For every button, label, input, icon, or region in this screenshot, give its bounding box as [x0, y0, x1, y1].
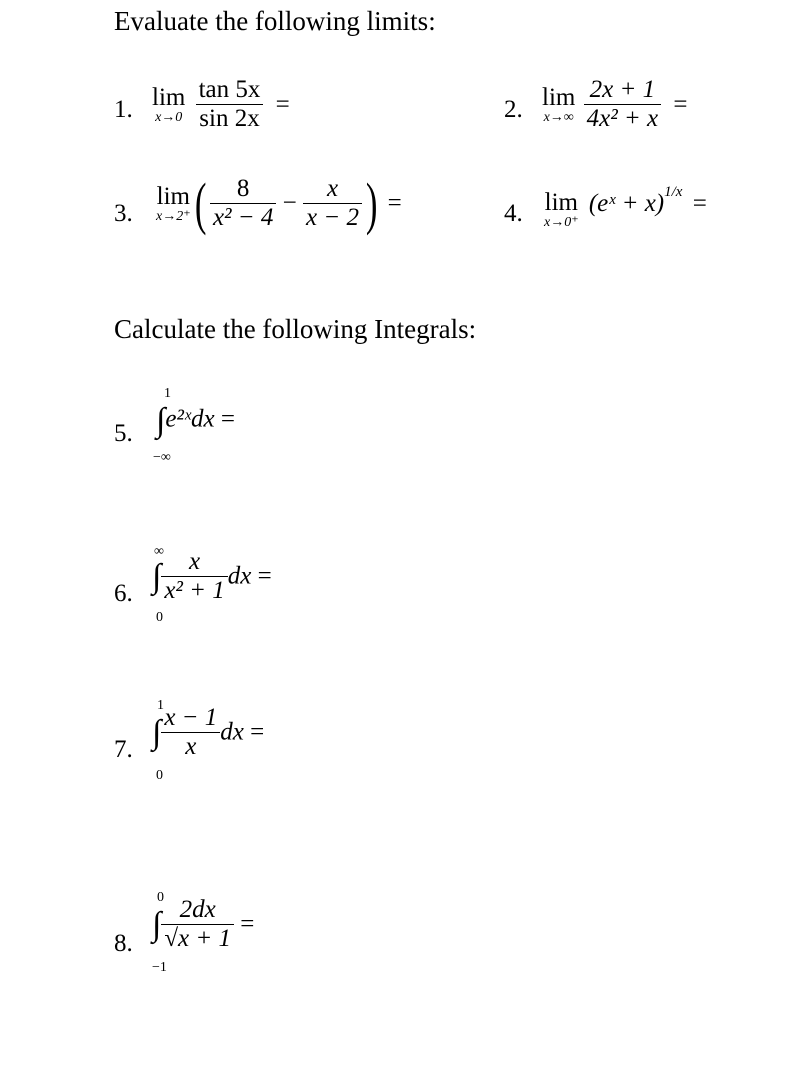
integrand: e²ˣdx — [165, 405, 215, 433]
problem-7 — [152, 704, 264, 761]
integral-sign: ∫ — [156, 402, 166, 439]
differential: dx — [220, 718, 244, 746]
problem-7-number: 7. — [114, 736, 133, 763]
integral-sign: ∫ — [152, 557, 162, 595]
upper-bound: 1 — [157, 698, 164, 713]
section-title-limits: Evaluate the following limits: — [114, 6, 436, 36]
problem-3 — [156, 170, 402, 237]
problem-1-number: 1. — [114, 96, 133, 123]
upper-bound: ∞ — [154, 544, 164, 559]
limit-operator — [152, 85, 185, 125]
numerator: 2x + 1 — [589, 76, 656, 103]
numerator: tan 5x — [198, 76, 261, 103]
numerator: 2dx — [179, 896, 216, 923]
problem-8-number: 8. — [114, 930, 133, 957]
limit-operator — [544, 190, 579, 230]
numerator: x — [189, 548, 201, 575]
problem-2-number: 2. — [504, 96, 523, 123]
lower-bound: 0 — [156, 768, 163, 783]
numerator: 8 — [236, 175, 250, 202]
numerator: x − 1 — [164, 704, 218, 731]
problem-4-number: 4. — [504, 200, 523, 227]
problem-1 — [152, 76, 290, 133]
fraction — [196, 76, 264, 133]
problem-6-number: 6. — [114, 580, 133, 607]
problem-8 — [152, 896, 254, 953]
lim-word: lim — [544, 189, 578, 216]
denominator: √x + 1 — [164, 925, 232, 952]
lim-subscript: x→0⁺ — [544, 215, 579, 230]
lower-bound: −∞ — [153, 450, 171, 465]
denominator: x − 2 — [306, 204, 359, 231]
lim-subscript: x→0 — [155, 109, 183, 125]
problem-2 — [542, 76, 688, 133]
fraction — [161, 704, 220, 761]
fraction — [161, 548, 227, 605]
limit-operator — [156, 184, 191, 224]
equals-sign: = — [673, 90, 688, 118]
upper-bound: 0 — [157, 890, 164, 905]
problem-5 — [156, 402, 235, 440]
differential: dx — [227, 562, 252, 590]
right-paren: ) — [365, 171, 378, 236]
limit-operator — [542, 85, 575, 125]
denominator: sin 2x — [199, 105, 260, 132]
fraction-2 — [303, 175, 362, 232]
lim-word: lim — [542, 83, 576, 111]
denominator: x² − 4 — [212, 204, 274, 231]
section-title-integrals: Calculate the following Integrals: — [114, 314, 477, 344]
lim-word: lim — [152, 83, 186, 111]
lim-subscript: x→∞ — [543, 109, 574, 125]
fraction — [161, 896, 234, 953]
problem-5-number: 5. — [114, 420, 133, 447]
left-paren: ( — [194, 171, 207, 236]
fraction — [584, 76, 662, 133]
upper-bound: 1 — [164, 386, 171, 401]
lim-subscript: x→2⁺ — [156, 208, 191, 224]
lim-word: lim — [156, 182, 190, 210]
numerator: x — [326, 175, 339, 202]
integral-sign: ∫ — [152, 713, 162, 751]
denominator: 4x² + x — [586, 105, 659, 132]
integral-sign: ∫ — [152, 905, 162, 943]
equals-sign: = — [257, 562, 272, 590]
problem-3-number: 3. — [114, 200, 133, 227]
problem-6 — [152, 548, 272, 605]
fraction-1 — [210, 175, 276, 232]
equals-sign: = — [275, 90, 290, 118]
denominator: x — [185, 733, 197, 760]
equals-sign: = — [240, 910, 255, 938]
lower-bound: −1 — [152, 960, 167, 975]
denominator: x² + 1 — [164, 577, 225, 604]
exponent: 1/x — [664, 184, 683, 200]
equals-sign: = — [250, 718, 265, 746]
problem-4 — [544, 184, 707, 230]
lower-bound: 0 — [156, 610, 163, 625]
equals-sign: = — [387, 189, 402, 217]
equals-sign: = — [220, 405, 235, 433]
equals-sign: = — [692, 190, 707, 217]
base-expression: (eˣ + x) — [588, 190, 665, 217]
minus-sign: − — [282, 189, 297, 217]
